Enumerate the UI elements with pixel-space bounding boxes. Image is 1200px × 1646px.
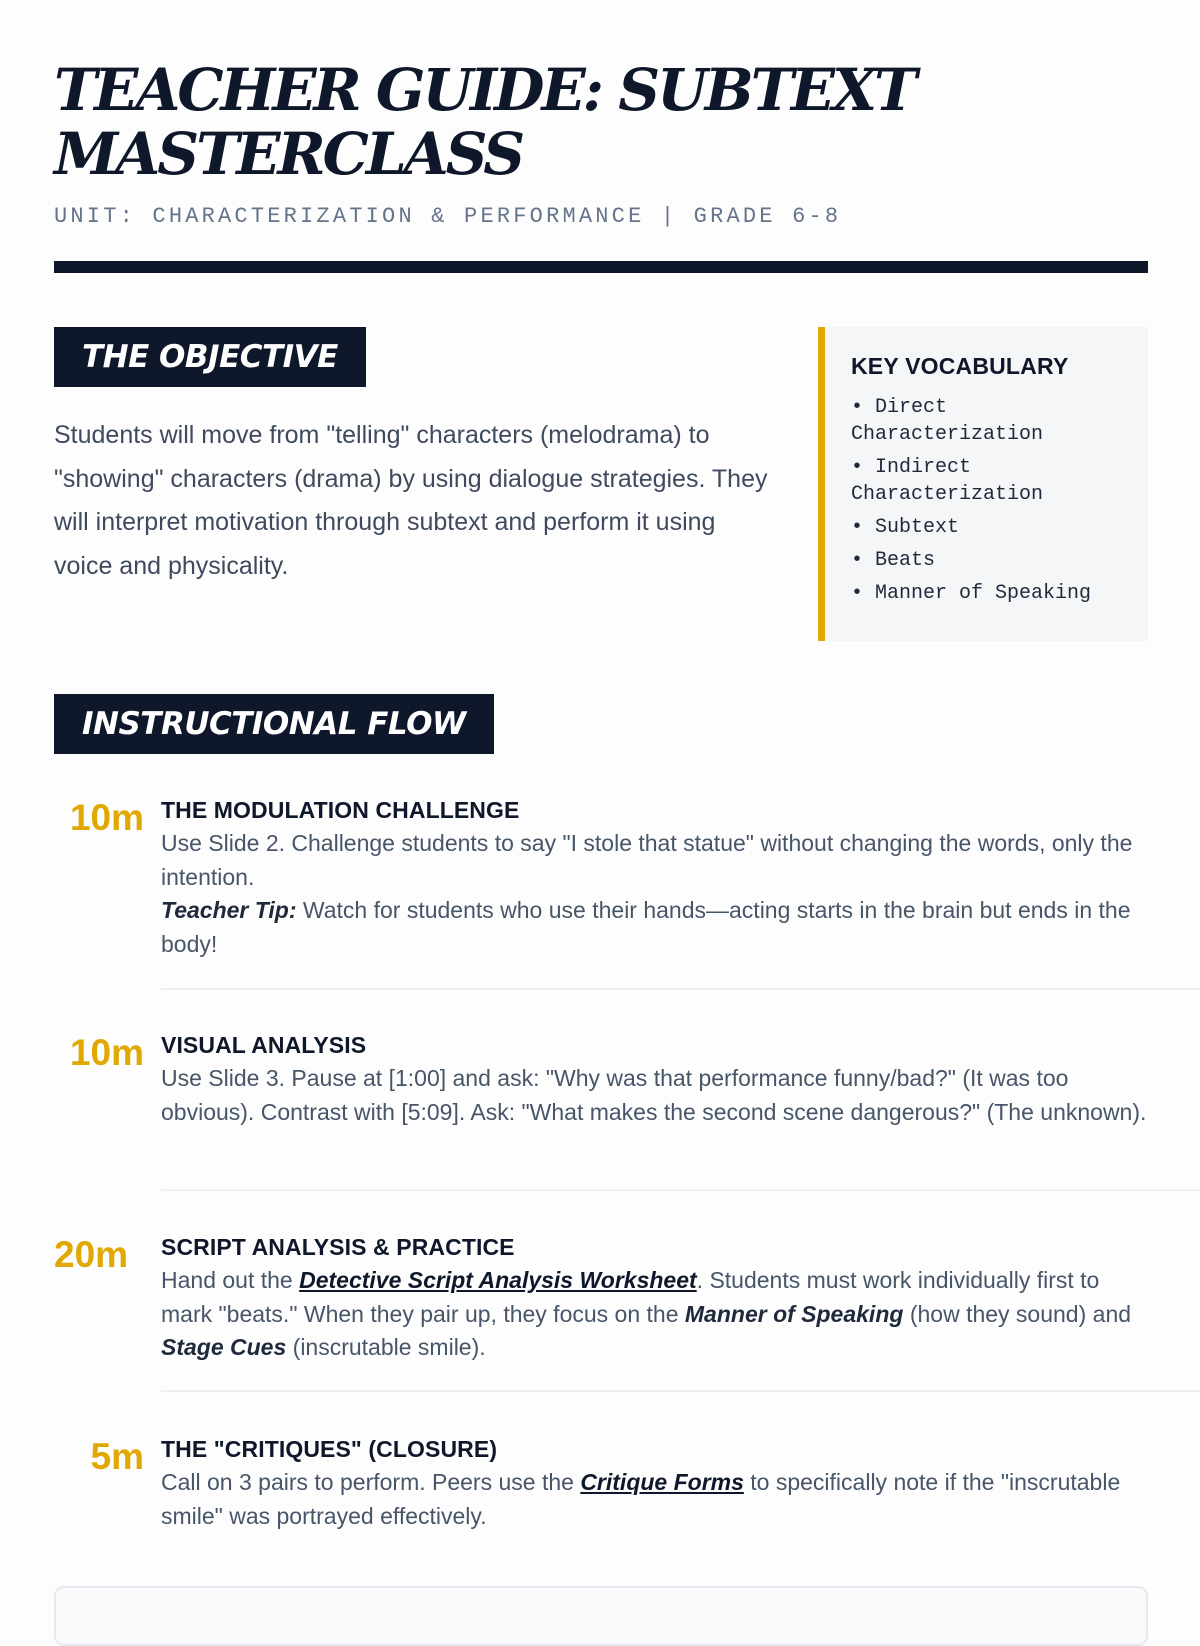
flow-title: THE MODULATION CHALLENGE <box>161 797 520 823</box>
flow-body <box>161 795 1148 961</box>
teacher-tip-label: Teacher Tip: <box>161 897 297 923</box>
vocab-list <box>851 394 1128 607</box>
flow-time: 10m <box>69 797 144 838</box>
vocab-title: KEY VOCABULARY <box>851 353 1069 379</box>
flow-title: SCRIPT ANALYSIS & PRACTICE <box>161 1234 515 1260</box>
flow-divider <box>161 1189 1200 1191</box>
flow-time: 20m <box>54 1234 129 1275</box>
vocab-item: • Subtext <box>851 516 960 539</box>
footer-panel <box>54 1586 1148 1646</box>
vocab-item: • Indirect Characterization <box>851 456 1044 506</box>
vocab-item: • Beats <box>851 549 936 572</box>
page-subtitle: UNIT: CHARACTERIZATION & PERFORMANCE | GRADE 6-8 <box>54 204 842 229</box>
flow-time: 5m <box>90 1436 144 1477</box>
flow-title: VISUAL ANALYSIS <box>161 1032 367 1058</box>
flow-body <box>161 1434 1148 1533</box>
flow-description: Hand out the Detective Script Analysis Worksheet. Students must work individually first to mark "beats." When they pair up, they focus on the Manner of Speaking (how they sound) and Stage Cues (inscrutable smile). <box>161 1267 1132 1360</box>
detective-worksheet-link[interactable]: Detective Script Analysis Worksheet <box>299 1267 697 1293</box>
flow-time: 10m <box>69 1032 144 1073</box>
instructional-flow-heading: INSTRUCTIONAL FLOW <box>54 694 494 754</box>
flow-title: THE "CRITIQUES" (CLOSURE) <box>161 1436 498 1462</box>
page-title: TEACHER GUIDE: SUBTEXT MASTERCLASS <box>54 56 915 188</box>
flow-divider <box>161 1390 1200 1392</box>
key-vocabulary-box <box>818 327 1148 641</box>
flow-body <box>161 1030 1148 1129</box>
flow-description: Use Slide 3. Pause at [1:00] and ask: "Why was that performance funny/bad?" (It was too obvious). Contrast with [5:09]. Ask: "What makes the second scene dangerous?" (The unknown). <box>161 1065 1147 1125</box>
objective-text: Students will move from "telling" characters (melodrama) to "showing" characters (drama) by using dialogue strategies. They will interpret motivation through subtext and perform it using voice and physicality. <box>54 421 768 580</box>
objective-heading: THE OBJECTIVE <box>54 327 366 387</box>
flow-description: Call on 3 pairs to perform. Peers use the Critique Forms to specifically note if the "inscrutable smile" was portrayed effectively. <box>161 1469 1121 1529</box>
critique-forms-link[interactable]: Critique Forms <box>580 1469 744 1495</box>
header-divider <box>54 261 1148 273</box>
flow-description: Use Slide 2. Challenge students to say "I stole that statue" without changing the words, only the intention. Teacher Tip: Watch for students who use their hands—acting starts in the brain but ends in the body! <box>161 830 1133 957</box>
vocab-item: • Manner of Speaking <box>851 582 1092 605</box>
flow-body <box>161 1232 1148 1365</box>
vocab-item: • Direct Characterization <box>851 396 1044 446</box>
flow-divider <box>161 988 1200 990</box>
